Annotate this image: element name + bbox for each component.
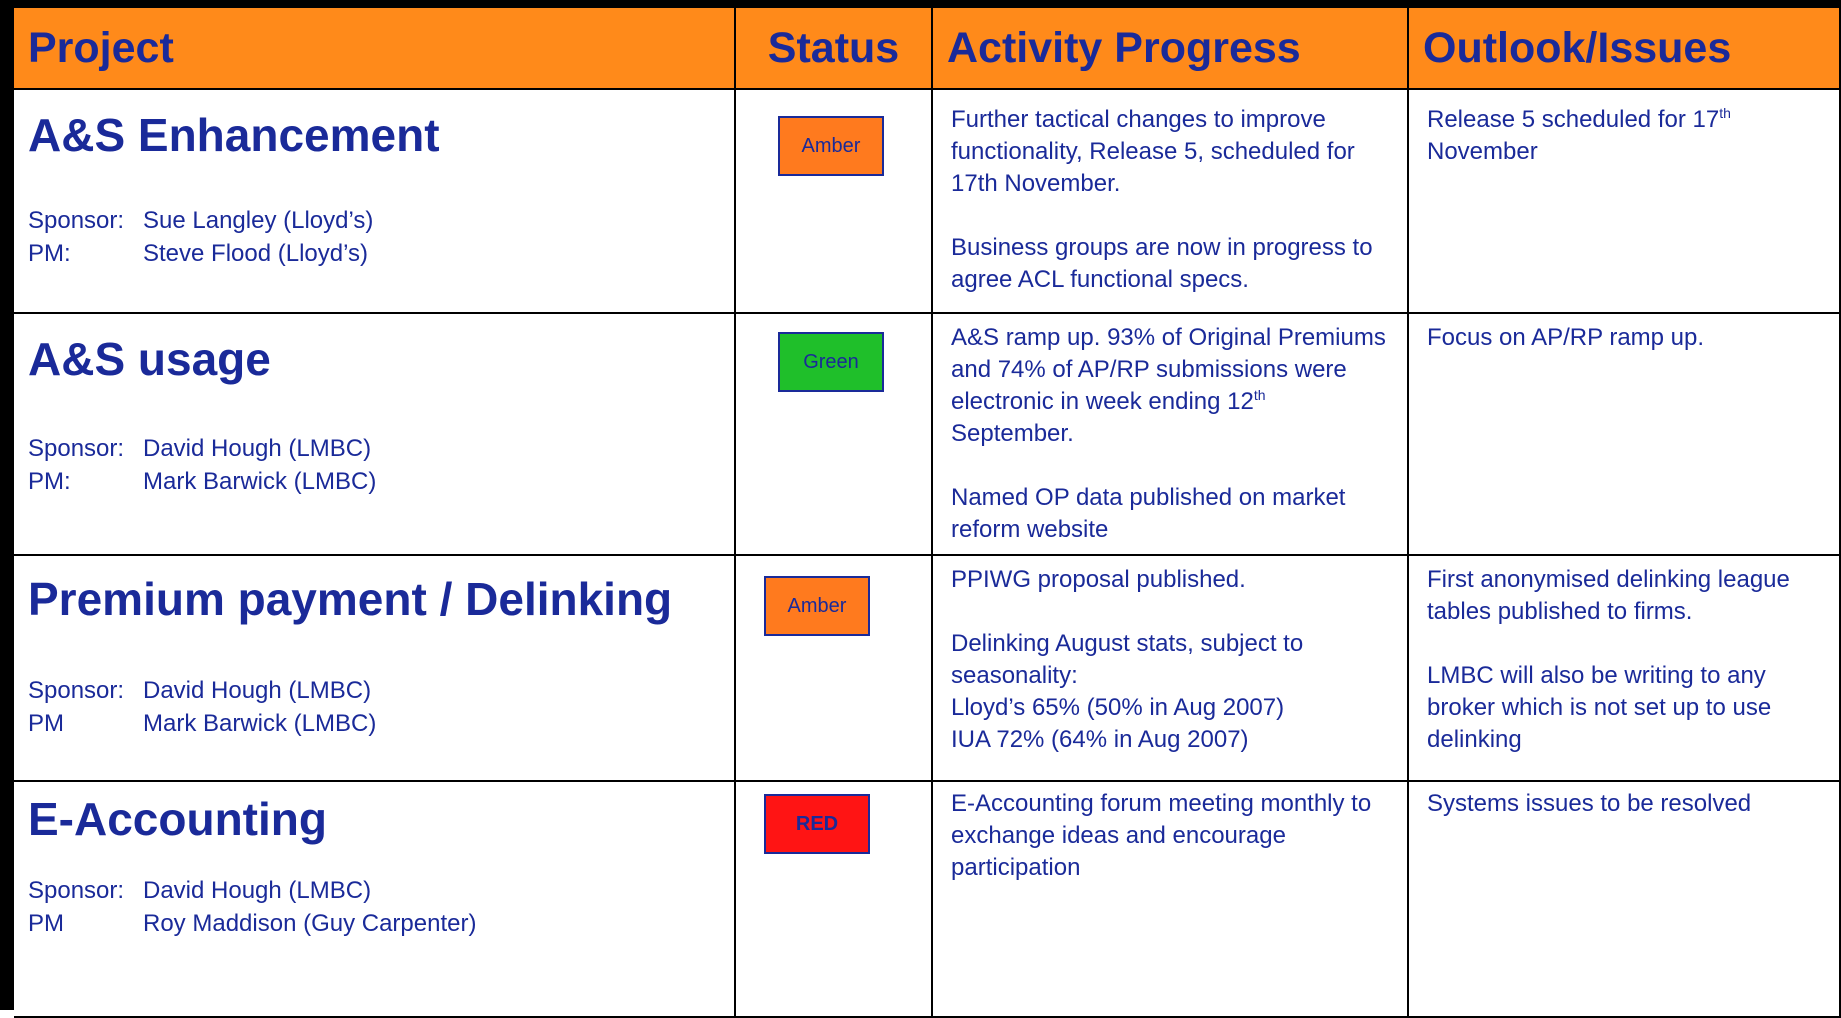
sponsor-name: David Hough (LMBC)	[143, 435, 372, 462]
status-cell	[736, 90, 933, 314]
ordinal-suffix: th	[1253, 387, 1266, 403]
project-cell-as-enhancement	[14, 90, 736, 314]
sponsor-row	[28, 874, 476, 907]
header-project: Project	[14, 8, 736, 90]
pm-label: PM	[28, 910, 64, 937]
project-meta	[28, 874, 476, 940]
status-badge-red: RED	[764, 794, 870, 854]
activity-paragraph: Delinking August stats, subject to seasonality:	[951, 630, 1304, 689]
activity-cell	[933, 90, 1409, 314]
project-meta	[28, 432, 376, 498]
activity-part: September.	[951, 420, 1074, 447]
ordinal-suffix: th	[1719, 105, 1731, 121]
outlook-cell	[1409, 782, 1841, 1018]
outlook-text	[1409, 90, 1839, 168]
header-outlook-issues: Outlook/Issues	[1409, 8, 1841, 90]
pm-row	[28, 907, 476, 940]
project-cell-premium-payment	[14, 556, 736, 782]
pm-name: Mark Barwick (LMBC)	[143, 710, 377, 737]
sponsor-label: Sponsor:	[28, 877, 125, 904]
header-activity-progress: Activity Progress	[933, 8, 1409, 90]
header-status: Status	[736, 8, 933, 90]
project-title: A&S Enhancement	[28, 109, 440, 161]
outlook-text	[1409, 556, 1839, 756]
pm-row	[28, 237, 373, 270]
outlook-main: Release 5 scheduled for 17	[1427, 106, 1720, 133]
sponsor-name: David Hough (LMBC)	[143, 877, 372, 904]
project-cell-e-accounting	[14, 782, 736, 1018]
activity-text	[933, 556, 1407, 756]
status-cell	[736, 556, 933, 782]
activity-paragraph: Named OP data published on market reform website	[951, 484, 1346, 543]
sponsor-row	[28, 674, 376, 707]
status-cell	[736, 314, 933, 556]
pm-label: PM:	[28, 240, 71, 267]
sponsor-row	[28, 204, 373, 237]
activity-paragraph: PPIWG proposal published.	[951, 566, 1246, 593]
outlook-text: Focus on AP/RP ramp up.	[1427, 324, 1705, 351]
project-meta	[28, 204, 373, 270]
outlook-cell	[1409, 90, 1841, 314]
activity-cell	[933, 314, 1409, 556]
outlook-cell	[1409, 314, 1841, 556]
outlook-text: Systems issues to be resolved	[1427, 790, 1752, 817]
status-cell	[736, 782, 933, 1018]
pm-label: PM:	[28, 468, 71, 495]
activity-paragraph	[951, 322, 1389, 450]
pm-label: PM	[28, 710, 64, 737]
activity-cell	[933, 556, 1409, 782]
project-meta	[28, 674, 376, 740]
activity-part: A&S ramp up. 93% of Original Premiums and 74% of AP/RP submissions were electronic in week ending 12	[951, 324, 1386, 415]
outlook-paragraph: First anonymised delinking league tables published to firms.	[1427, 566, 1790, 625]
sponsor-label: Sponsor:	[28, 435, 125, 462]
sponsor-row	[28, 432, 376, 465]
activity-cell	[933, 782, 1409, 1018]
activity-paragraph: Business groups are now in progress to agree ACL functional specs.	[951, 234, 1373, 293]
sponsor-label: Sponsor:	[28, 207, 125, 234]
activity-paragraph: Lloyd’s 65% (50% in Aug 2007)	[951, 694, 1285, 721]
activity-paragraph: Further tactical changes to improve functionality, Release 5, scheduled for 17th November.	[951, 106, 1355, 197]
pm-row	[28, 465, 376, 498]
project-title: A&S usage	[28, 333, 271, 385]
status-badge-amber: Amber	[764, 576, 870, 636]
pm-row	[28, 707, 376, 740]
activity-text: E-Accounting forum meeting monthly to exchange ideas and encourage participation	[951, 790, 1372, 881]
project-title: Premium payment / Delinking	[28, 573, 673, 625]
activity-text	[933, 90, 1407, 296]
status-badge-amber: Amber	[778, 116, 884, 176]
outlook-tail: November	[1427, 138, 1538, 165]
outlook-paragraph: LMBC will also be writing to any broker which is not set up to use delinking	[1427, 662, 1772, 753]
pm-name: Mark Barwick (LMBC)	[143, 468, 377, 495]
sponsor-name: David Hough (LMBC)	[143, 677, 372, 704]
pm-name: Steve Flood (Lloyd’s)	[143, 240, 368, 267]
sponsor-label: Sponsor:	[28, 677, 125, 704]
sponsor-name: Sue Langley (Lloyd’s)	[143, 207, 374, 234]
project-title: E-Accounting	[28, 793, 327, 845]
status-badge-green: Green	[778, 332, 884, 392]
pm-name: Roy Maddison (Guy Carpenter)	[143, 910, 477, 937]
activity-text	[933, 314, 1407, 546]
activity-paragraph: IUA 72% (64% in Aug 2007)	[951, 726, 1249, 753]
outlook-cell	[1409, 556, 1841, 782]
project-cell-as-usage	[14, 314, 736, 556]
